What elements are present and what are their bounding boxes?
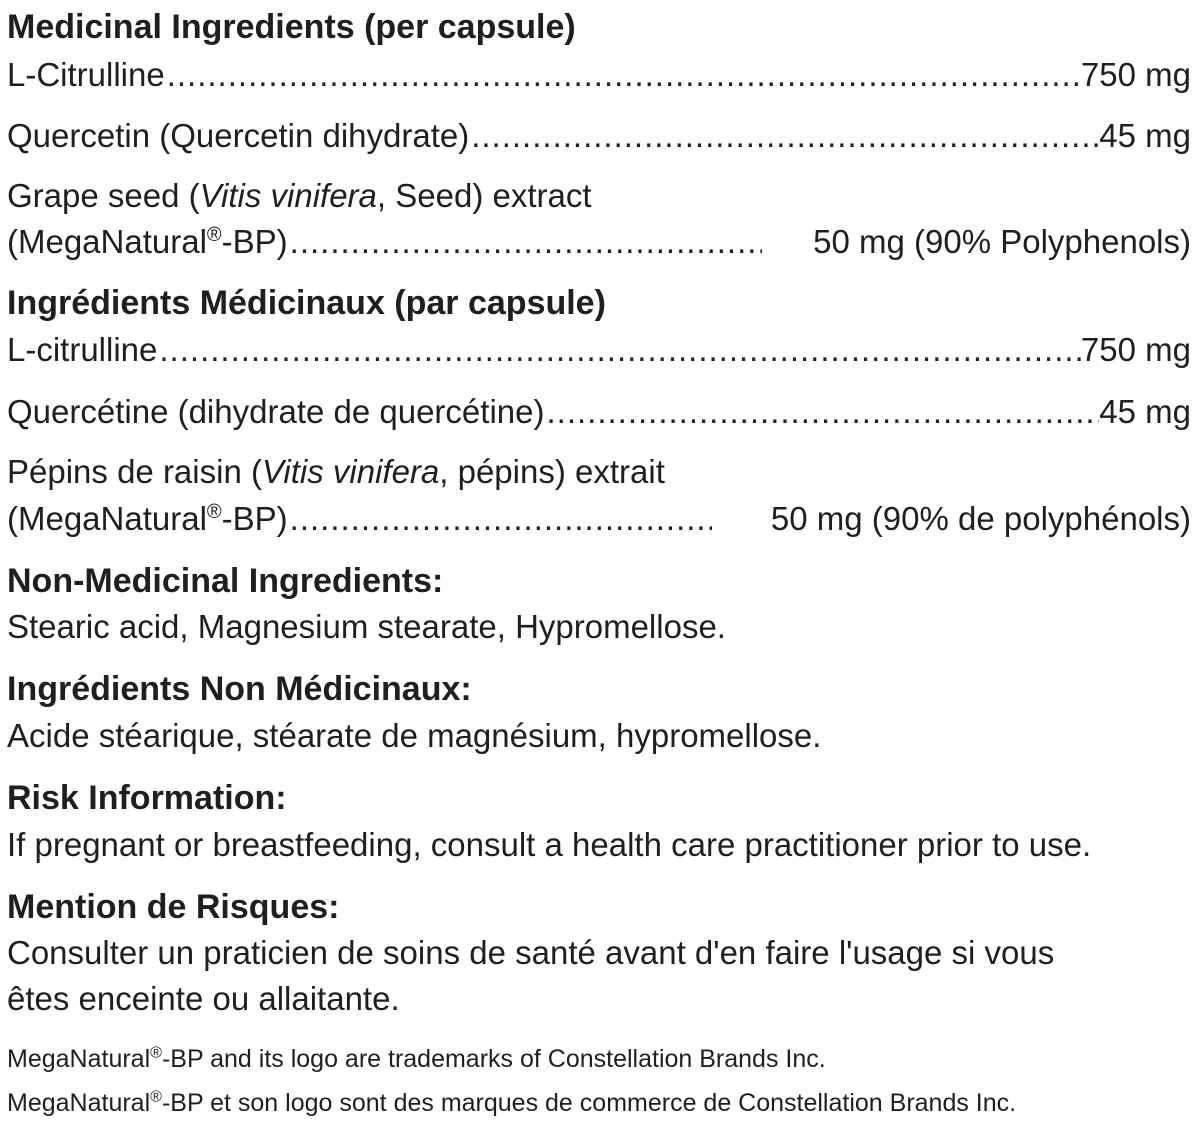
ingredient-name xyxy=(7,222,288,262)
leader-dots xyxy=(288,499,712,539)
trademark-brand: MegaNatural xyxy=(7,1089,151,1117)
nonmedicinal-text-fr: Acide stéarique, stéarate de magnésium, hypromellose. xyxy=(7,717,822,754)
ingredient-row-citrulline-en xyxy=(7,55,1191,95)
grape-brand-suffix: -BP) xyxy=(221,500,288,537)
grape-brand-suffix: -BP) xyxy=(221,223,288,260)
grape-text: , pépins) extrait xyxy=(439,453,665,490)
registered-mark: ® xyxy=(206,501,222,523)
ingredient-amount: 750 mg xyxy=(1080,331,1191,368)
ingredient-amount: 750 mg xyxy=(1080,56,1191,93)
trademark-note-fr xyxy=(7,1087,1191,1119)
ingredient-row-citrulline-fr xyxy=(7,330,1191,370)
medicinal-heading-en: Medicinal Ingredients (per capsule) xyxy=(7,8,576,46)
leader-dots xyxy=(157,330,1081,370)
ingredient-name: L-citrulline xyxy=(7,331,158,368)
ingredient-grape-line1-fr xyxy=(7,452,1191,492)
grape-latin-name: Vitis vinifera xyxy=(199,177,377,214)
grape-brand: (MegaNatural xyxy=(7,500,207,537)
nonmedicinal-heading-fr: Ingrédients Non Médicinaux: xyxy=(7,670,472,708)
trademark-brand: MegaNatural xyxy=(7,1045,151,1073)
grape-text: Pépins de raisin ( xyxy=(7,453,262,490)
risk-heading-fr: Mention de Risques: xyxy=(7,888,340,926)
ingredient-row-quercetin-en xyxy=(7,116,1191,156)
registered-mark: ® xyxy=(206,224,222,246)
grape-brand: (MegaNatural xyxy=(7,223,207,260)
registered-mark: ® xyxy=(150,1044,162,1062)
ingredient-amount: 50 mg (90% Polyphenols) xyxy=(813,223,1191,260)
nonmedicinal-heading-en: Non-Medicinal Ingredients: xyxy=(7,562,444,600)
leader-dots xyxy=(544,392,1099,432)
leader-dots xyxy=(165,55,1081,95)
leader-dots xyxy=(469,116,1099,156)
trademark-text: -BP et son logo sont des marques de commerce de Constellation Brands Inc. xyxy=(161,1089,1017,1117)
ingredient-name xyxy=(7,499,288,539)
grape-latin-name: Vitis vinifera xyxy=(261,453,440,490)
ingredient-name: Quercétine (dihydrate de quercétine) xyxy=(7,393,545,430)
ingredient-amount: 50 mg (90% de polyphénols) xyxy=(770,500,1191,537)
risk-text-en: If pregnant or breastfeeding, consult a health care practitioner prior to use. xyxy=(7,826,1092,863)
registered-mark: ® xyxy=(150,1088,162,1106)
grape-text: Grape seed ( xyxy=(7,177,200,214)
risk-heading-en: Risk Information: xyxy=(7,779,287,817)
nonmedicinal-text-en: Stearic acid, Magnesium stearate, Hypromellose. xyxy=(7,608,726,645)
ingredient-row-grape-en xyxy=(7,222,1191,262)
ingredient-amount: 45 mg xyxy=(1099,117,1191,154)
risk-text-fr-line1: Consulter un praticien de soins de santé avant d'en faire l'usage si vous xyxy=(7,934,1055,971)
leader-dots xyxy=(288,222,762,262)
ingredient-row-grape-fr xyxy=(7,499,1191,539)
ingredient-grape-line1-en xyxy=(7,176,1191,216)
grape-text: , Seed) extract xyxy=(376,177,592,214)
risk-text-fr-line2: êtes enceinte ou allaitante. xyxy=(7,980,400,1017)
ingredient-row-quercetin-fr xyxy=(7,392,1191,432)
ingredient-name: Quercetin (Quercetin dihydrate) xyxy=(7,117,470,154)
trademark-text: -BP and its logo are trademarks of Constellation Brands Inc. xyxy=(161,1045,826,1073)
trademark-note-en xyxy=(7,1043,1191,1075)
medicinal-heading-fr: Ingrédients Médicinaux (par capsule) xyxy=(7,284,606,322)
ingredient-name: L-Citrulline xyxy=(7,56,165,93)
ingredient-amount: 45 mg xyxy=(1099,393,1191,430)
